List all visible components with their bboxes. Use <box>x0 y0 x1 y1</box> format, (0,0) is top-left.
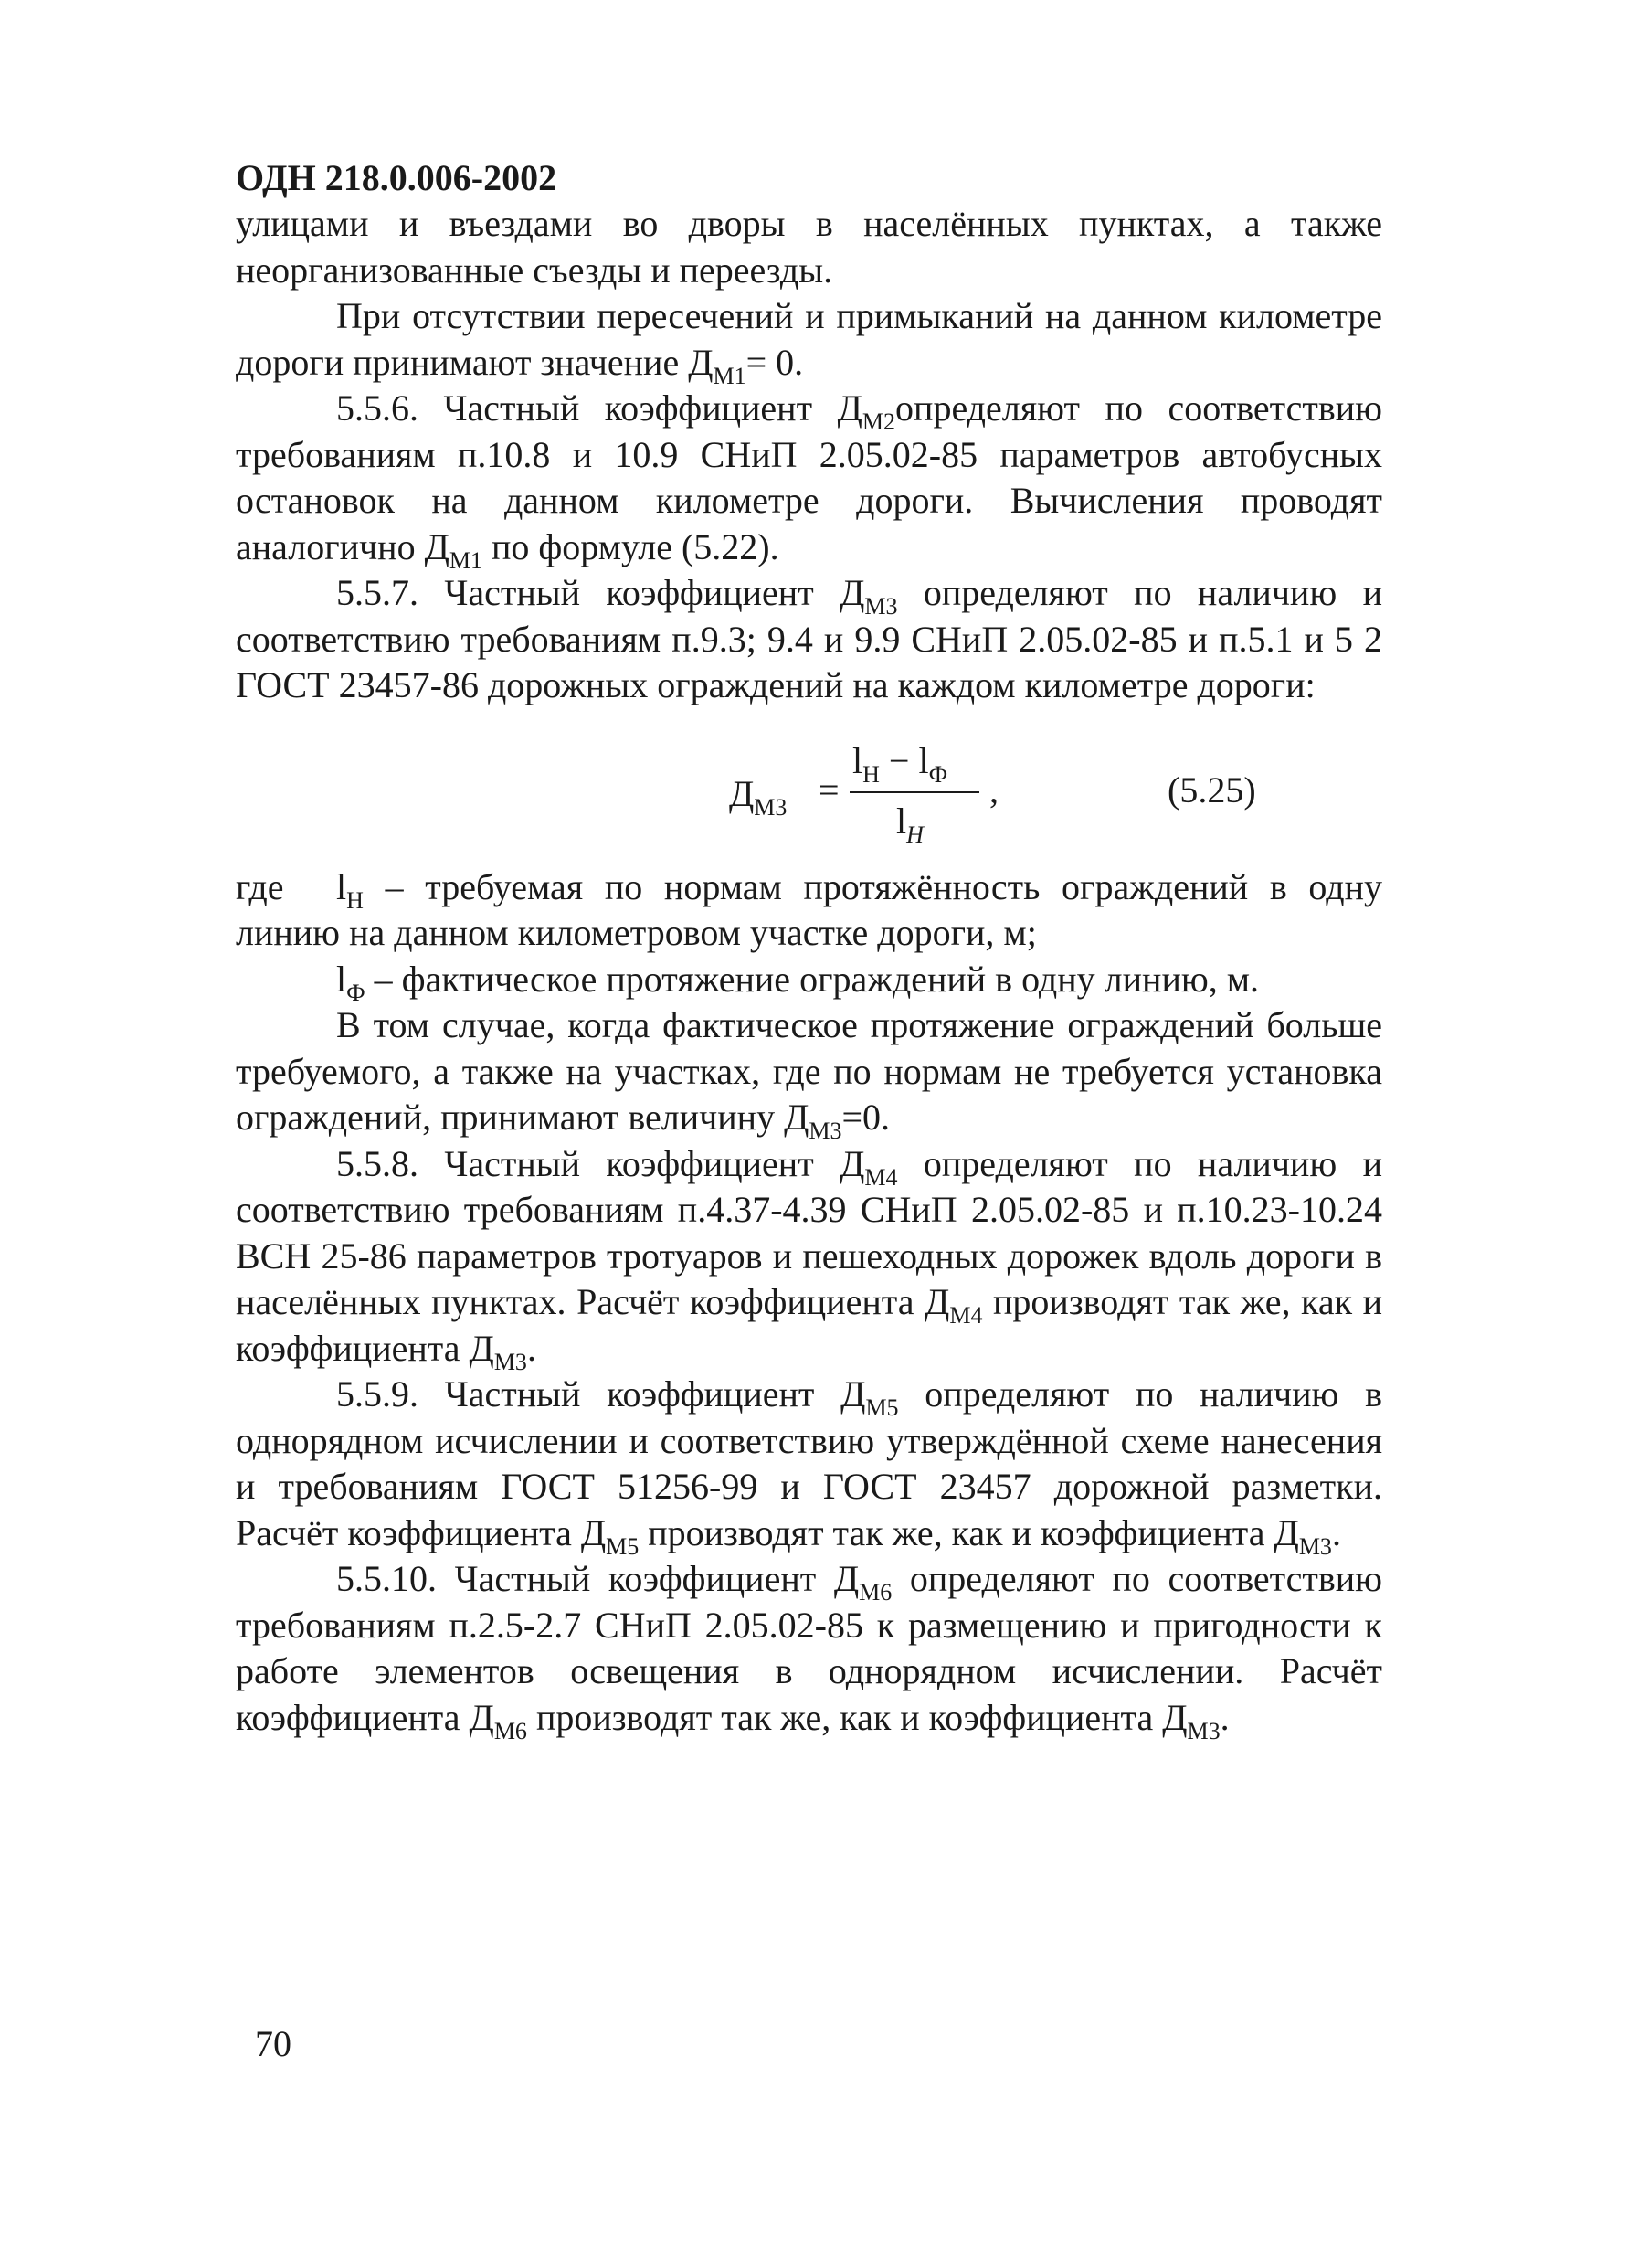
page-number: 70 <box>255 2023 291 2064</box>
formula-numerator <box>852 738 948 788</box>
text-run: определяют по наличию и соответствию требованиям п.9.3; 9.4 и 9.9 СНиП 2.05.02-85 и п.5.1 и 5 2 ГОСТ 23457-86 дорожных ограждений на каждом километре дороги: <box>236 572 1382 705</box>
subscript: М1 <box>713 362 746 389</box>
formula-expression <box>729 731 1113 859</box>
formula-symbol: l <box>336 958 347 1000</box>
subscript: М3 <box>493 1348 527 1375</box>
subscript: М4 <box>864 1163 898 1191</box>
paragraph-5-5-7 <box>236 570 1382 709</box>
subscript: Н <box>346 886 364 914</box>
paragraph-5-5-9 <box>236 1372 1382 1560</box>
subscript: М5 <box>606 1532 640 1560</box>
formula-number: (5.25) <box>1168 768 1256 811</box>
fraction-bar <box>850 791 979 793</box>
text-run: 5.5.8. Частный коэффициент Д <box>336 1142 865 1184</box>
text-run: В том случае, когда фактическое протяжение ограждений больше требуемого, а также на участках, где по нормам не требуется установка ограждений, принимают величину Д <box>236 1004 1382 1138</box>
paragraph-no-intersections <box>236 293 1382 389</box>
text-run: – требуемая по нормам протяжённость ограждений в одну <box>363 865 1382 907</box>
where-label: где <box>236 865 284 907</box>
text-run: производят так же, как и коэффициента Д <box>236 1281 1382 1369</box>
subscript: М1 <box>449 546 482 574</box>
text-run: по формуле (5.22). <box>481 525 779 567</box>
text-run: определяют по наличию в однорядном исчислении и соответствию утверждённой схеме нанесения и требованиям ГОСТ 51256-99 и ГОСТ 23457 дорожной разметки. Расчёт коэффициента Д <box>236 1373 1382 1553</box>
paragraph-5-5-6 <box>236 386 1382 574</box>
formula-symbol: l <box>918 739 929 781</box>
text-run: определяют по наличию и соответствию требованиям п.4.37-4.39 СНиП 2.05.02-85 и п.10.23-10.24 ВСН 25-86 параметров тротуаров и пешеходных дорожек вдоль дороги в населённых пунктах. Расчёт коэффициента Д <box>236 1142 1382 1322</box>
formula-5-25 <box>236 731 1382 859</box>
subscript: Ф <box>928 760 948 788</box>
definition-l-f <box>236 957 1382 1006</box>
document-code: ОДН 218.0.006-2002 <box>236 157 557 198</box>
text-run: – фактическое протяжение ограждений в одну линию, м. <box>365 958 1260 1000</box>
text-run: определяют по соответствию требованиям п.10.8 и 10.9 СНиП 2.05.02-85 параметров автобусных остановок на данном километре дороги. Вычисления проводят аналогично Д <box>236 387 1382 567</box>
definition-l-n <box>236 864 1382 914</box>
paragraph-5-5-10 <box>236 1556 1382 1744</box>
text-run: производят так же, как и коэффициента Д <box>639 1511 1299 1553</box>
formula-lhs <box>729 771 788 821</box>
text-run: 5.5.10. Частный коэффициент Д <box>336 1558 860 1599</box>
text-run: 5.5.6. Частный коэффициент Д <box>336 387 862 429</box>
definition-continuation: линию на данном километровом участке дороги, м; <box>236 912 1037 953</box>
paragraph-actual-length <box>236 1002 1382 1144</box>
text-run: . <box>1220 1696 1230 1738</box>
definition-text <box>336 864 1382 914</box>
text-run: улицами и въездами во дворы в населённых пунктах, а также неорганизованные съезды и переезды. <box>236 203 1382 291</box>
formula-equals: = <box>819 768 840 811</box>
subscript: Н <box>862 760 880 788</box>
subscript: М2 <box>862 408 896 435</box>
subscript: Ф <box>346 979 365 1006</box>
text-run: 5.5.7. Частный коэффициент Д <box>336 572 865 613</box>
subscript: М6 <box>493 1717 527 1744</box>
subscript: М6 <box>859 1579 893 1606</box>
subscript: М3 <box>754 793 788 821</box>
paragraph-5-5-8 <box>236 1141 1382 1375</box>
text-run: При отсутствии пересечений и примыканий на данном километре дороги принимают значение Д <box>236 295 1382 383</box>
subscript: М3 <box>864 593 898 620</box>
subscript: М3 <box>1187 1717 1221 1744</box>
text-run: . <box>526 1327 536 1369</box>
formula-denominator <box>896 799 924 848</box>
subscript: М5 <box>865 1394 899 1421</box>
text-run: 5.5.9. Частный коэффициент Д <box>336 1373 866 1415</box>
formula-minus: − <box>879 739 919 781</box>
formula-symbol: l <box>852 739 863 781</box>
document-page <box>236 155 1382 1744</box>
text-run: производят так же, как и коэффициента Д <box>526 1696 1188 1738</box>
subscript: М4 <box>949 1302 983 1329</box>
subscript: М3 <box>1298 1532 1332 1560</box>
formula-symbol: l <box>336 865 347 907</box>
paragraph-continuation <box>236 201 1382 293</box>
text-run: =0. <box>841 1097 891 1138</box>
subscript: Н <box>906 821 924 848</box>
formula-comma: , <box>989 768 999 811</box>
subscript: М3 <box>809 1118 842 1144</box>
text-run: . <box>1331 1511 1341 1553</box>
text-run: определяют по соответствию требованиям п.2.5-2.7 СНиП 2.05.02-85 к размещению и пригодности к работе элементов освещения в однорядном исчислении. Расчёт коэффициента Д <box>236 1558 1382 1738</box>
formula-symbol: l <box>896 800 907 842</box>
formula-symbol: Д <box>729 772 755 814</box>
text-run: = 0. <box>745 341 804 383</box>
